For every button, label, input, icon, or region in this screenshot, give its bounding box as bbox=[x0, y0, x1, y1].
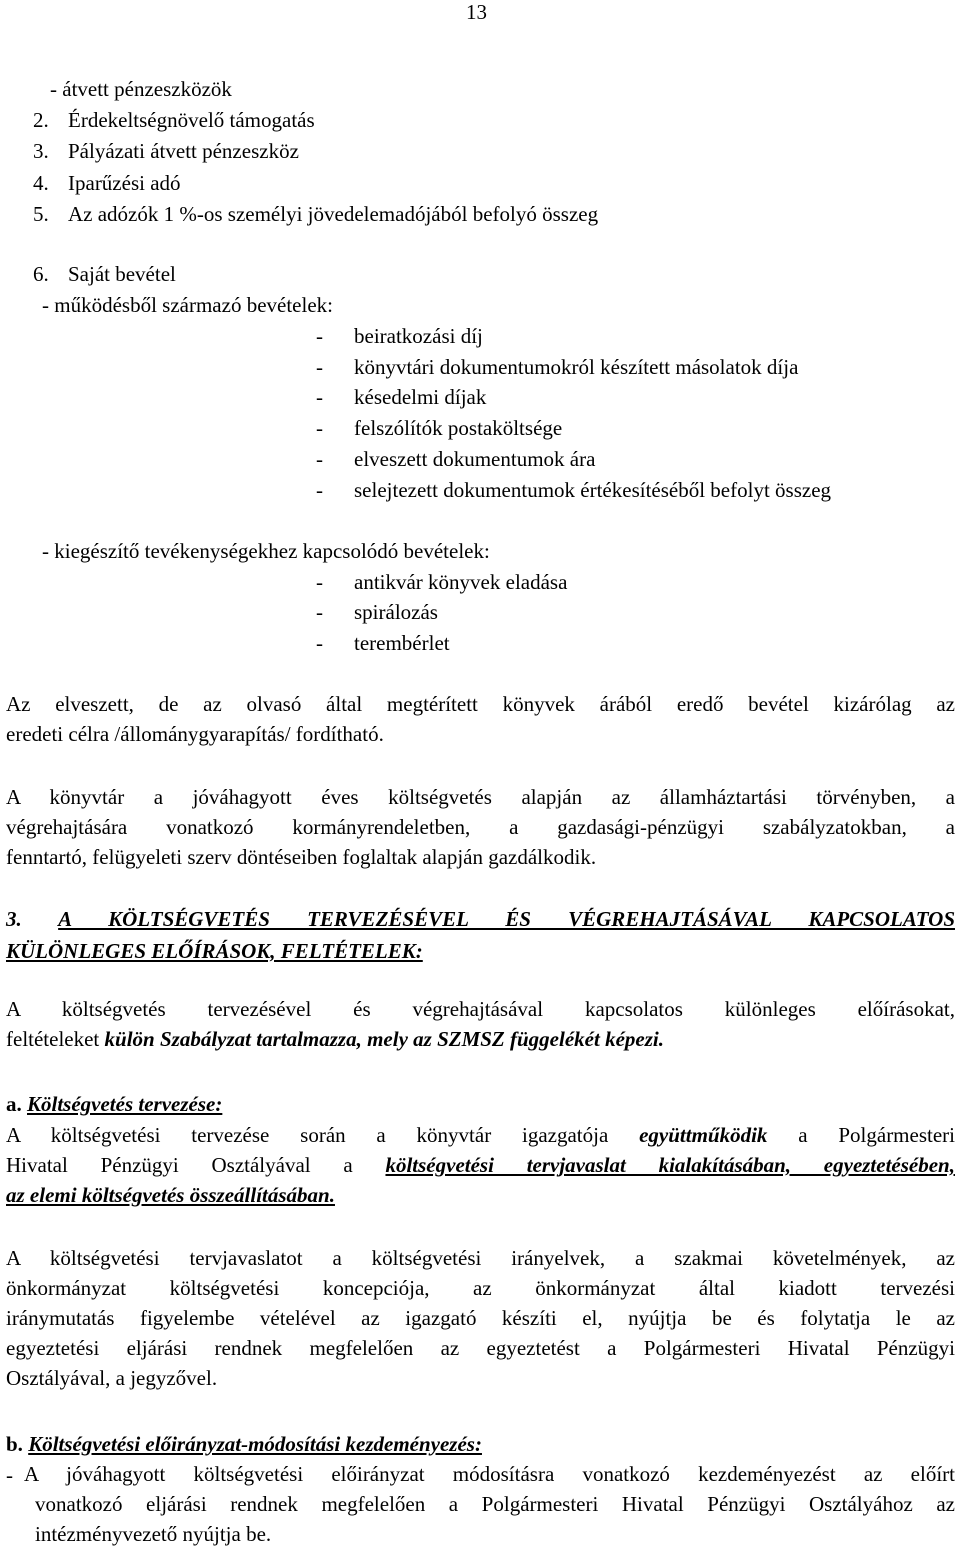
paragraph-line: A költségvetés tervezésével és végrehajtásával kapcsolatos különleges előírásokat, bbox=[6, 997, 955, 1021]
emphasis-text: együttműködik bbox=[639, 1123, 768, 1147]
list-item bbox=[33, 171, 181, 195]
subsection-a-paragraph-1 bbox=[6, 1120, 955, 1210]
paragraph-text: feltételeket bbox=[6, 1027, 105, 1051]
paragraph-text: a Polgármesteri bbox=[767, 1123, 955, 1147]
list-dash: - bbox=[316, 416, 323, 440]
paragraph-line: egyeztetési eljárási rendnek megfelelően az egyeztetést a Polgármesteri Hivatal Pénzügyi bbox=[6, 1336, 955, 1360]
operating-item-text: könyvtári dokumentumokról készített másolatok díja bbox=[354, 355, 799, 379]
operating-item-text: felszólítók postaköltsége bbox=[354, 416, 563, 440]
supplementary-item bbox=[316, 570, 568, 594]
paragraph-lost-books bbox=[6, 689, 955, 749]
operating-item bbox=[316, 355, 799, 379]
paragraph-text: Hivatal Pénzügyi Osztályával a bbox=[6, 1153, 386, 1177]
subsection-title: Költségvetési előirányzat-módosítási kezdeményezés: bbox=[28, 1432, 482, 1456]
subsection-a-heading bbox=[6, 1094, 222, 1115]
list-item-own-income bbox=[33, 262, 176, 286]
subsection-b-paragraph bbox=[24, 1459, 955, 1549]
operating-item bbox=[316, 478, 832, 502]
list-dash: - bbox=[316, 631, 323, 655]
emphasis-text: külön Szabályzat tartalmazza, mely az SZMSZ függelékét képezi. bbox=[104, 1027, 664, 1051]
operating-item-text: selejtezett dokumentumok értékesítéséből befolyt összeg bbox=[354, 478, 832, 502]
operating-item bbox=[316, 447, 596, 471]
operating-item-text: késedelmi díjak bbox=[354, 385, 487, 409]
operating-item bbox=[316, 385, 487, 409]
subsection-a-paragraph-2 bbox=[6, 1243, 955, 1393]
section-title-line-2: KÜLÖNLEGES ELŐÍRÁSOK, FELTÉTELEK: bbox=[6, 939, 423, 963]
list-dash: - bbox=[316, 324, 323, 348]
subsection-b-dash: - bbox=[6, 1463, 13, 1487]
paragraph-line: végrehajtására vonatkozó kormányrendeletben, a gazdasági-pénzügyi szabályzatokban, a bbox=[6, 815, 955, 839]
list-item-number: 2. bbox=[33, 108, 49, 132]
paragraph-library-budget bbox=[6, 782, 955, 872]
supplementary-item-text: terembérlet bbox=[354, 631, 450, 655]
list-dash: - bbox=[316, 478, 323, 502]
page-number: 13 bbox=[466, 0, 487, 24]
paragraph-line: A könyvtár a jóváhagyott éves költségvetés alapján az államháztartási törvényben, a bbox=[6, 785, 955, 809]
paragraph-line: Az elveszett, de az olvasó által megtérített könyvek árából eredő bevétel kizárólag az bbox=[6, 692, 955, 716]
paragraph-line: vonatkozó eljárási rendnek megfelelően a Polgármesteri Hivatal Pénzügyi Osztályához az bbox=[35, 1492, 955, 1516]
operating-item-text: beiratkozási díj bbox=[354, 324, 483, 348]
operating-item bbox=[316, 416, 563, 440]
list-dash: - bbox=[316, 385, 323, 409]
list-item-number: 6. bbox=[33, 262, 49, 286]
paragraph-line bbox=[6, 1120, 955, 1150]
section-3-paragraph bbox=[6, 994, 955, 1054]
operating-item-text: elveszett dokumentumok ára bbox=[354, 447, 596, 471]
list-item-text: Az adózók 1 %-os személyi jövedelemadójából befolyó összeg bbox=[68, 202, 599, 226]
paragraph-line: az elemi költségvetés összeállításában. bbox=[6, 1183, 335, 1207]
subsection-title: Költségvetés tervezése: bbox=[27, 1092, 223, 1116]
paragraph-line: önkormányzat költségvetési koncepciója, az önkormányzat által kiadott tervezési bbox=[6, 1276, 955, 1300]
list-item-received-funds: - átvett pénzeszközök bbox=[50, 77, 232, 101]
paragraph-text: A költségvetési tervezése során a könyvtár igazgatója bbox=[6, 1123, 640, 1147]
paragraph-line: fenntartó, felügyeleti szerv döntéseiben foglaltak alapján gazdálkodik. bbox=[6, 845, 597, 869]
list-item-number: 3. bbox=[33, 139, 49, 163]
operating-item bbox=[316, 324, 483, 348]
list-item-number: 5. bbox=[33, 202, 49, 226]
list-dash: - bbox=[316, 447, 323, 471]
section-title: A KÖLTSÉGVETÉS TERVEZÉSÉVEL ÉS VÉGREHAJTÁSÁVAL KAPCSOLATOS bbox=[58, 907, 955, 931]
list-item bbox=[33, 139, 299, 163]
emphasis-text: költségvetési tervjavaslat kialakításában, egyeztetésében, bbox=[385, 1153, 955, 1177]
paragraph-line bbox=[6, 1024, 955, 1054]
paragraph-line: intézményvezető nyújtja be. bbox=[35, 1522, 272, 1546]
list-item bbox=[33, 108, 315, 132]
paragraph-line: A jóváhagyott költségvetési előirányzat módosításra vonatkozó kezdeményezést az előírt bbox=[24, 1462, 955, 1486]
supplementary-item-text: antikvár könyvek eladása bbox=[354, 570, 568, 594]
paragraph-line: Osztályával, a jegyzővel. bbox=[6, 1366, 218, 1390]
subsection-letter: b. bbox=[6, 1432, 23, 1456]
list-item-number: 4. bbox=[33, 171, 49, 195]
operating-income-heading: - működésből származó bevételek: bbox=[42, 293, 333, 317]
list-dash: - bbox=[316, 355, 323, 379]
paragraph-line: iránymutatás figyelembe vételével az igazgató készíti el, nyújtja be és folytatja le az bbox=[6, 1306, 955, 1330]
list-dash: - bbox=[316, 570, 323, 594]
list-item-text: Pályázati átvett pénzeszköz bbox=[68, 139, 299, 163]
paragraph-line: eredeti célra /állománygyarapítás/ fordítható. bbox=[6, 722, 384, 746]
section-3-heading bbox=[6, 903, 955, 967]
subsection-b-heading bbox=[6, 1434, 482, 1455]
section-heading-line bbox=[6, 903, 955, 935]
supplementary-item-text: spirálozás bbox=[354, 600, 438, 624]
list-item-text: Saját bevétel bbox=[68, 262, 176, 286]
list-item bbox=[33, 202, 599, 226]
supplementary-item bbox=[316, 631, 450, 655]
section-number: 3. bbox=[6, 907, 22, 931]
supplementary-income-heading: - kiegészítő tevékenységekhez kapcsolódó bevételek: bbox=[42, 539, 490, 563]
paragraph-line: A költségvetési tervjavaslatot a költségvetési irányelvek, a szakmai követelmények, az bbox=[6, 1246, 955, 1270]
subsection-letter: a. bbox=[6, 1092, 22, 1116]
list-dash: - bbox=[316, 600, 323, 624]
list-item-text: Iparűzési adó bbox=[68, 171, 181, 195]
supplementary-item bbox=[316, 600, 438, 624]
list-item-text: Érdekeltségnövelő támogatás bbox=[68, 108, 315, 132]
paragraph-line bbox=[6, 1150, 955, 1180]
